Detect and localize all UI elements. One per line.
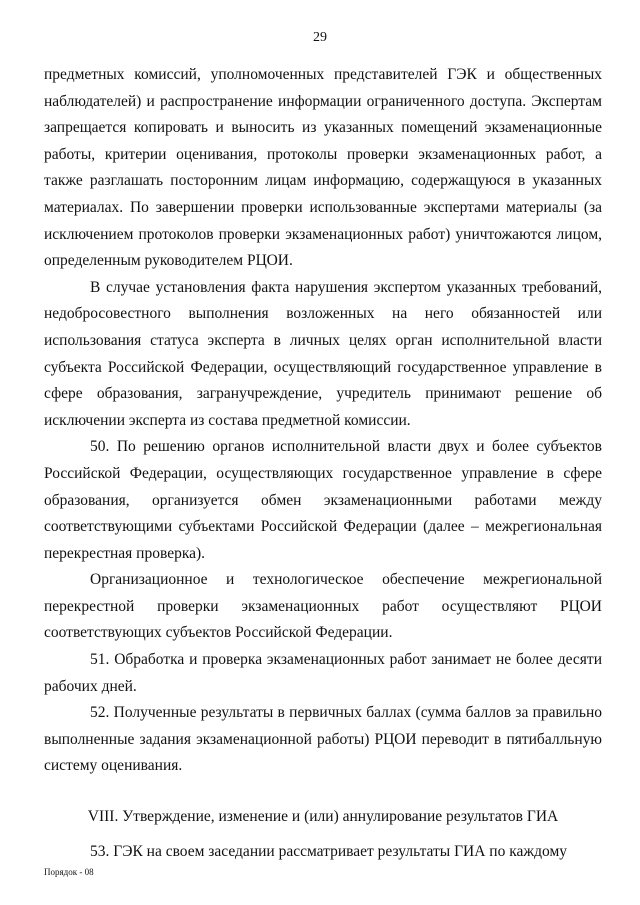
- paragraph-violation: В случае установления факта нарушения экспертом указанных требований, недобросовестного выполнения возложенных на него обязанностей или использования статуса эксперта в личных целях орган исполнительной власти субъекта Российской Федерации, осуществляющий государственное управление в сфере образования, загранучреждение, учредитель принимают решение об исключении эксперта из состава предметной комиссии.: [44, 278, 602, 429]
- document-body: [44, 62, 602, 865]
- paragraph-53: 53. ГЭК на своем заседании рассматривает результаты ГИА по каждому: [90, 842, 568, 860]
- paragraph-52: 52. Полученные результаты в первичных баллах (сумма баллов за правильно выполненные задания экзаменационной работы) РЦОИ переводит в пятибалльную систему оценивания.: [44, 704, 602, 775]
- paragraph-51: 51. Обработка и проверка экзаменационных работ занимает не более десяти рабочих дней.: [44, 651, 602, 695]
- paragraph-50: 50. По решению органов исполнительной власти двух и более субъектов Российской Федерации, осуществляющих государственное управление в сфере образования, организуется обмен экзаменационными работами между соответствующими субъектами Российской Федерации (далее – межрегиональная перекрестная проверка).: [44, 438, 602, 562]
- section-heading-viii: VIII. Утверждение, изменение и (или) аннулирование результатов ГИА: [87, 808, 559, 826]
- paragraph-continuation: предметных комиссий, уполномоченных представителей ГЭК и общественных наблюдателей) и распространение информации ограниченного доступа. Экспертам запрещается копировать и выносить из указанных помещений экзаменационные работы, критерии оценивания, протоколы проверки экзаменационных работ, а также разглашать посторонним лицам информацию, содержащуюся в указанных материалах. По завершении проверки использованные экспертами материалы (за исключением протоколов проверки экзаменационных работ) уничтожаются лицом, определенным руководителем РЦОИ.: [44, 66, 602, 270]
- footer-label: Порядок - 08: [44, 867, 94, 877]
- paragraph-50-support: Организационное и технологическое обеспечение межрегиональной перекрестной проверки экзаменационных работ осуществляют РЦОИ соответствующих субъектов Российской Федерации.: [44, 571, 602, 642]
- page-number: 29: [313, 30, 327, 45]
